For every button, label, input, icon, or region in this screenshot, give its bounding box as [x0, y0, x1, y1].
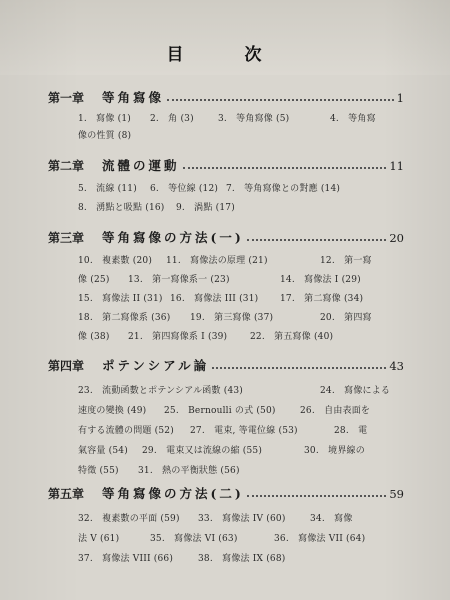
toc-entry: 28. 電 [334, 426, 368, 436]
toc-entry: 速度の變換 (49) [78, 406, 147, 416]
toc-entry: 像 (38) [78, 332, 110, 342]
toc-entry: 4. 等角寫 [330, 114, 376, 124]
toc-entry: 2. 角 (3) [150, 114, 194, 124]
toc-entry: 25. Bernoulli の式 (50) [164, 406, 276, 416]
toc-entry: 36. 寫像法 VII (64) [274, 534, 366, 544]
leader-dots [247, 239, 387, 241]
toc-entry: 31. 熱の平衡狀態 (56) [138, 466, 240, 476]
chapter-page: 20 [389, 231, 404, 245]
toc-entry: 20. 第四寫 [320, 313, 372, 323]
toc-entry: 11. 寫像法の原理 (21) [166, 256, 268, 266]
toc-entry: 10. 複素數 (20) [78, 256, 153, 266]
toc-entry: 1. 寫像 (1) [78, 114, 131, 124]
chapter-title: 等角寫像 [102, 90, 165, 105]
chapter-title: ポテンシアル論 [102, 358, 210, 373]
toc-entry: 33. 寫像法 IV (60) [198, 514, 286, 524]
toc-entry: 27. 電束, 等電位線 (53) [190, 426, 298, 436]
leader-dots [212, 367, 386, 369]
chapter-3-heading [48, 228, 404, 246]
page-title: 目 次 [166, 45, 284, 65]
chapter-page: 11 [389, 159, 404, 173]
toc-entry: 17. 第二寫像 (34) [280, 294, 364, 304]
toc-entry: 12. 第一寫 [320, 256, 372, 266]
toc-entry: 26. 自由表面を [300, 406, 371, 416]
toc-entry: 16. 寫像法 III (31) [170, 294, 259, 304]
toc-entry: 7. 等角寫像との對應 (14) [226, 184, 341, 194]
toc-entry: 19. 第三寫像 (37) [190, 313, 274, 323]
chapter-number: 第四章 [48, 359, 85, 373]
chapter-page: 43 [389, 359, 404, 373]
toc-entry: 8. 湧點と吸點 (16) [78, 203, 165, 213]
chapter-title: 等角寫像の方法(二) [102, 486, 244, 501]
leader-dots [183, 167, 387, 169]
toc-entry: 38. 寫像法 IX (68) [198, 554, 286, 564]
toc-entry: 有する流體の問題 (52) [78, 426, 174, 436]
toc-entry: 6. 等位線 (12) [150, 184, 219, 194]
chapter-2-heading [48, 156, 404, 174]
toc-entry: 9. 渦點 (17) [176, 203, 235, 213]
toc-entry: 氣容量 (54) [78, 446, 128, 456]
toc-entry: 法 V (61) [78, 534, 120, 544]
leader-dots [167, 99, 394, 101]
chapter-number: 第二章 [48, 159, 85, 173]
toc-entry: 21. 第四寫像系 I (39) [128, 332, 228, 342]
chapter-page: 59 [389, 487, 404, 501]
toc-entry: 像 (25) [78, 275, 110, 285]
toc-entry: 3. 等角寫像 (5) [218, 114, 290, 124]
toc-entry: 14. 寫像法 I (29) [280, 275, 361, 285]
toc-entry: 22. 第五寫像 (40) [250, 332, 334, 342]
chapter-number: 第五章 [48, 487, 85, 501]
toc-entry: 特徵 (55) [78, 466, 119, 476]
toc-entry: 13. 第一寫像系一 (23) [128, 275, 230, 285]
toc-entry: 30. 境界線の [304, 446, 365, 456]
chapter-5-heading [48, 484, 404, 502]
toc-entry: 35. 寫像法 VI (63) [150, 534, 238, 544]
toc-entry: 37. 寫像法 VIII (66) [78, 554, 174, 564]
toc-entry: 32. 複素數の平面 (59) [78, 514, 180, 524]
chapter-page: 1 [396, 91, 404, 105]
chapter-number: 第一章 [48, 91, 85, 105]
toc-entry: 24. 寫像による [320, 386, 391, 396]
toc-entry: 5. 流線 (11) [78, 184, 137, 194]
chapter-number: 第三章 [48, 231, 85, 245]
chapter-1-heading [48, 88, 404, 106]
chapter-4-heading [48, 356, 404, 374]
toc-entry: 23. 流動函數とポテンシアル函數 (43) [78, 386, 244, 396]
leader-dots [247, 495, 387, 497]
toc-entry: 18. 第二寫像系 (36) [78, 313, 171, 323]
toc-entry: 29. 電束又は流線の縮 (55) [142, 446, 263, 456]
chapter-title: 流體の運動 [102, 158, 180, 173]
toc-entry: 像の性質 (8) [78, 131, 132, 141]
toc-entry: 15. 寫像法 II (31) [78, 294, 163, 304]
toc-entry: 34. 寫像 [310, 514, 353, 524]
chapter-title: 等角寫像の方法(一) [102, 230, 244, 245]
